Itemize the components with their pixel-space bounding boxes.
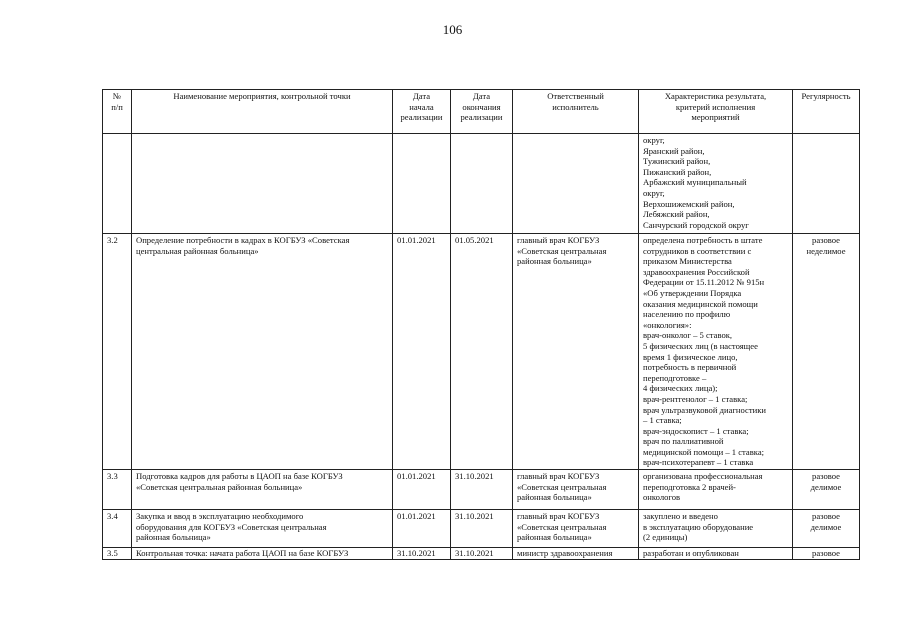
text-line: врач-психотерапевт – 1 ставка: [643, 457, 754, 468]
cell-num: [103, 134, 132, 234]
text-line: неделимое: [806, 245, 846, 256]
cell-num: 3.3: [103, 470, 132, 510]
header-responsible: [513, 90, 639, 134]
text-line: «Советская центральная: [517, 245, 607, 256]
text-line: Лебяжский район,: [643, 209, 710, 220]
text-line: «Советская центральная: [517, 481, 607, 492]
cell-start: [393, 134, 451, 234]
cell-start: 01.01.2021: [393, 470, 451, 510]
text-line: №: [112, 91, 122, 101]
text-line: Ответственный: [547, 91, 604, 101]
cell-result: [639, 470, 793, 510]
cell-name: [132, 510, 393, 548]
text-line: районная больница»: [517, 256, 592, 267]
text-line: время 1 физическое лицо,: [643, 351, 738, 362]
text-line: переподготовка 2 врачей-: [643, 481, 736, 492]
table-header-row: [103, 90, 860, 134]
text-line: главный врач КОГБУЗ: [517, 471, 600, 482]
header-name: [132, 90, 393, 134]
text-line: приказом Министерства: [643, 256, 732, 267]
text-line: определена потребность в штате: [643, 235, 763, 245]
text-line: Регулярность: [801, 91, 851, 101]
text-line: «Советская центральная: [517, 521, 607, 532]
text-line: Верхошижемский район,: [643, 198, 735, 209]
text-line: делимое: [810, 521, 842, 532]
text-line: закуплено и введено: [643, 511, 718, 522]
header-num: [103, 90, 132, 134]
text-line: разовое: [812, 548, 840, 559]
text-line: главный врач КОГБУЗ: [517, 235, 600, 245]
text-line: районная больница»: [136, 532, 211, 543]
text-line: переподготовке –: [643, 372, 707, 383]
text-line: сотрудников в соответствии с: [643, 245, 752, 256]
cell-regularity: [793, 510, 860, 548]
text-line: врач по паллиативной: [643, 436, 724, 447]
text-line: врач ультразвуковой диагностики: [643, 404, 766, 415]
table-row: [103, 510, 860, 548]
text-line: врач-онколог – 5 ставок,: [643, 330, 733, 341]
text-line: окончания: [462, 101, 501, 112]
cell-regularity: [793, 470, 860, 510]
text-line: врач-рентгенолог – 1 ставка;: [643, 393, 748, 404]
text-line: потребность в первичной: [643, 362, 737, 373]
text-line: (2 единицы): [643, 532, 688, 543]
text-line: Определение потребности в кадрах в КОГБУЗ «Советская: [136, 235, 350, 245]
cell-responsible: [513, 134, 639, 234]
cell-responsible: [513, 234, 639, 470]
text-line: исполнитель: [552, 101, 599, 112]
cell-name: [132, 548, 393, 560]
text-line: оказания медицинской помощи: [643, 298, 758, 309]
cell-start: 01.01.2021: [393, 234, 451, 470]
table-row: [103, 470, 860, 510]
text-line: Закупка и ввод в эксплуатацию необходимого: [136, 511, 304, 522]
cell-name: [132, 234, 393, 470]
page-number: 106: [442, 22, 463, 37]
cell-start: 01.01.2021: [393, 510, 451, 548]
text-line: районная больница»: [517, 532, 592, 543]
cell-start: 31.10.2021: [393, 548, 451, 560]
cell-end: 31.10.2021: [451, 470, 513, 510]
measures-table: [102, 89, 860, 560]
text-line: Дата: [472, 91, 491, 101]
cell-regularity: [793, 548, 860, 560]
text-line: разработан и опубликован: [643, 548, 739, 559]
text-line: министр здравоохранения: [517, 548, 613, 559]
text-line: центральная районная больница»: [136, 245, 259, 256]
text-line: Яранский район,: [643, 145, 705, 156]
text-line: разовое: [812, 511, 840, 522]
text-line: округ,: [643, 135, 665, 145]
cell-regularity: [793, 234, 860, 470]
text-line: «Об утверждении Порядка: [643, 287, 742, 298]
cell-end: 01.05.2021: [451, 234, 513, 470]
text-line: Дата: [412, 91, 431, 101]
cell-end: 31.10.2021: [451, 548, 513, 560]
text-line: онкологов: [643, 492, 681, 503]
text-line: 5 физических лиц (в настоящее: [643, 340, 758, 351]
cell-result: [639, 234, 793, 470]
text-line: Тужинский район,: [643, 156, 711, 167]
text-line: населению по профилю: [643, 309, 731, 320]
text-line: Подготовка кадров для работы в ЦАОП на базе КОГБУЗ: [136, 471, 343, 482]
cell-responsible: [513, 548, 639, 560]
text-line: «Советская центральная районная больница»: [136, 481, 303, 492]
text-line: организована профессиональная: [643, 471, 763, 482]
table-row-continuation: [103, 134, 860, 234]
cell-responsible: [513, 470, 639, 510]
text-line: районная больница»: [517, 492, 592, 503]
text-line: критерий исполнения: [675, 101, 756, 112]
text-line: – 1 ставка;: [643, 415, 682, 426]
text-line: 4 физических лица);: [643, 383, 718, 394]
text-line: начала: [409, 101, 434, 112]
text-line: делимое: [810, 481, 842, 492]
header-result: [639, 90, 793, 134]
cell-end: 31.10.2021: [451, 510, 513, 548]
text-line: Наименование мероприятия, контрольной точки: [173, 91, 351, 101]
cell-end: [451, 134, 513, 234]
text-line: «онкология»:: [643, 319, 692, 330]
cell-regularity: [793, 134, 860, 234]
cell-name: [132, 134, 393, 234]
text-line: мероприятий: [691, 112, 740, 123]
text-line: Арбажский муниципальный: [643, 177, 747, 188]
text-line: разовое: [812, 235, 840, 245]
header-end-date: [451, 90, 513, 134]
text-line: п/п: [111, 101, 123, 112]
table-row: [103, 234, 860, 470]
text-line: реализации: [460, 112, 503, 123]
text-line: округ,: [643, 187, 665, 198]
cell-responsible: [513, 510, 639, 548]
cell-num: 3.2: [103, 234, 132, 470]
cell-result: [639, 134, 793, 234]
text-line: разовое: [812, 471, 840, 482]
cell-num: 3.4: [103, 510, 132, 548]
cell-result: [639, 548, 793, 560]
text-line: врач-эндоскопист – 1 ставка;: [643, 425, 749, 436]
header-regularity: [793, 90, 860, 134]
text-line: главный врач КОГБУЗ: [517, 511, 600, 522]
table-row: [103, 548, 860, 560]
text-line: Федерации от 15.11.2012 № 915н: [643, 277, 765, 288]
text-line: в эксплуатацию оборудование: [643, 521, 754, 532]
text-line: Контрольная точка: начата работа ЦАОП на базе КОГБУЗ: [136, 548, 349, 559]
text-line: медицинской помощи – 1 ставка;: [643, 446, 765, 457]
cell-result: [639, 510, 793, 548]
cell-num: 3.5: [103, 548, 132, 560]
header-start-date: [393, 90, 451, 134]
text-line: Пижанский район,: [643, 166, 712, 177]
text-line: Санчурский городской округ: [643, 219, 749, 230]
cell-name: [132, 470, 393, 510]
text-line: реализации: [400, 112, 443, 123]
text-line: Характеристика результата,: [664, 91, 767, 101]
text-line: здравоохранения Российской: [643, 266, 750, 277]
text-line: оборудования для КОГБУЗ «Советская центральная: [136, 521, 327, 532]
